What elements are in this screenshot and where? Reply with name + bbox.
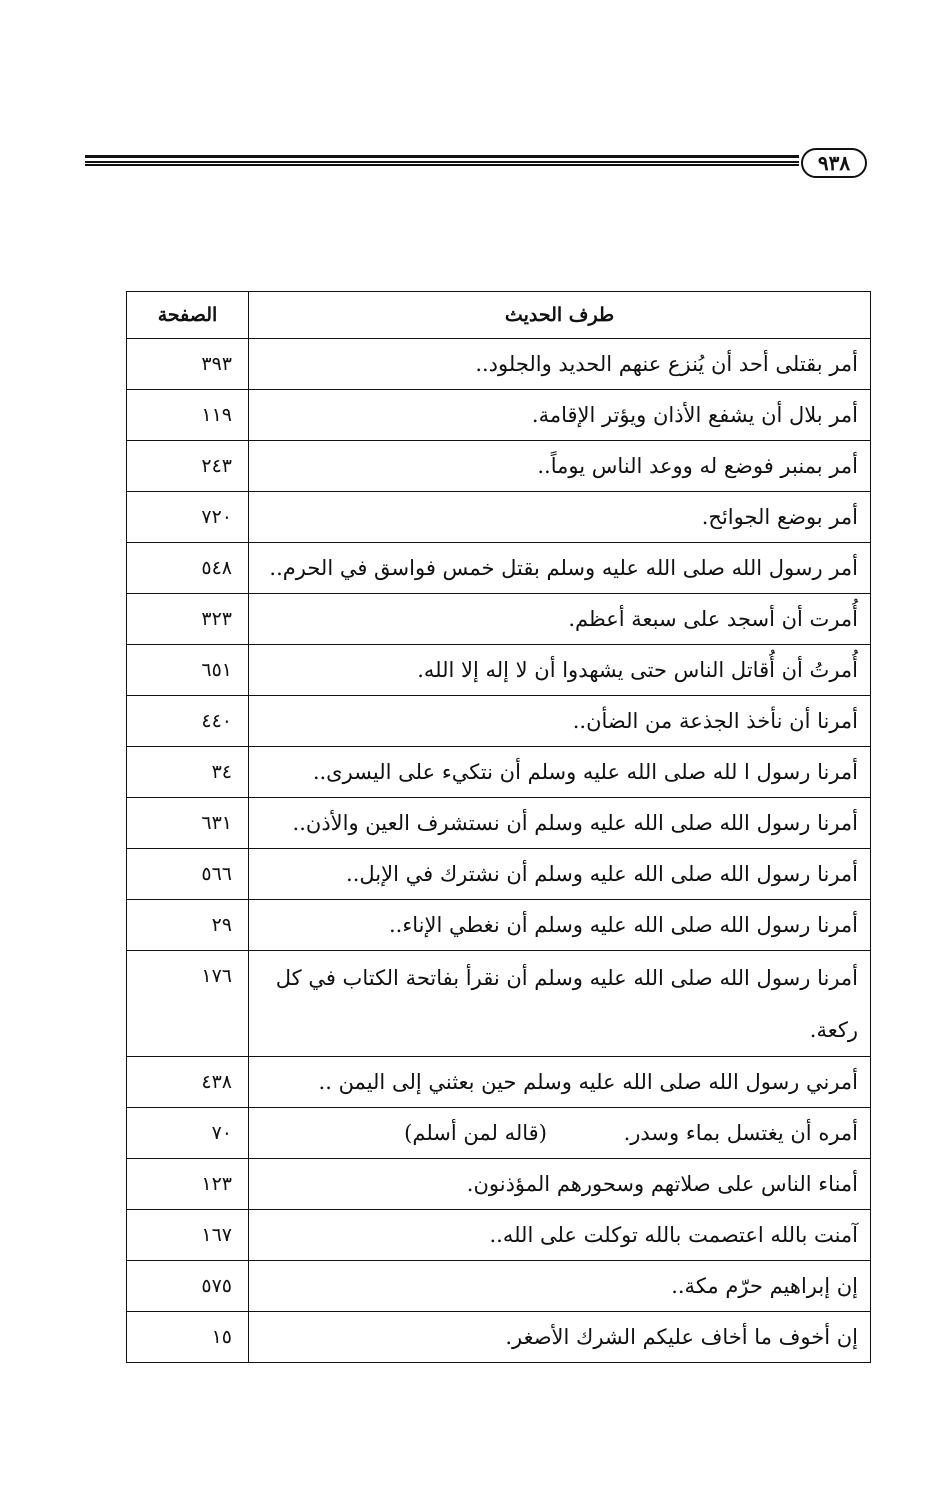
table-row <box>127 1108 871 1159</box>
page-ref: ١٦٧ <box>127 1210 249 1261</box>
header-rule-double <box>85 155 799 163</box>
page-ref: ٤٤٠ <box>127 696 249 747</box>
table-header-row <box>127 292 871 339</box>
table-row <box>127 594 871 645</box>
page-header <box>85 148 867 180</box>
table-row <box>127 339 871 390</box>
page-ref: ٢٤٣ <box>127 441 249 492</box>
table-row <box>127 696 871 747</box>
page-ref: ١٢٣ <box>127 1159 249 1210</box>
hadith-text: أُمرتُ أن أُقاتل الناس حتى يشهدوا أن لا إله إلا الله. <box>249 645 871 696</box>
hadith-text: أمر بوضع الجوائح. <box>249 492 871 543</box>
page-ref: ٤٣٨ <box>127 1057 249 1108</box>
header-rule-thin <box>85 164 799 166</box>
hadith-text: أمرنا رسول ا لله صلى الله عليه وسلم أن نتكيء على اليسرى.. <box>249 747 871 798</box>
table-row <box>127 1210 871 1261</box>
table-row <box>127 1312 871 1363</box>
page-number-badge: ٩٣٨ <box>801 148 867 178</box>
column-header-page: الصفحة <box>127 292 249 339</box>
hadith-text: إن إبراهيم حرّم مكة.. <box>249 1261 871 1312</box>
table-row <box>127 1057 871 1108</box>
hadith-text: أمر بقتلى أحد أن يُنزع عنهم الحديد والجلود.. <box>249 339 871 390</box>
page-ref: ٥٦٦ <box>127 849 249 900</box>
page-ref: ٥٧٥ <box>127 1261 249 1312</box>
table-row <box>127 798 871 849</box>
hadith-text: أمرنا أن نأخذ الجذعة من الضأن.. <box>249 696 871 747</box>
page-ref: ٣٩٣ <box>127 339 249 390</box>
table-row <box>127 441 871 492</box>
hadith-text: أمرنا رسول الله صلى الله عليه وسلم أن نقرأ بفاتحة الكتاب في كل ركعة. <box>249 951 871 1057</box>
page-ref: ٢٩ <box>127 900 249 951</box>
hadith-text: آمنت بالله اعتصمت بالله توكلت على الله.. <box>249 1210 871 1261</box>
hadith-text: أمناء الناس على صلاتهم وسحورهم المؤذنون. <box>249 1159 871 1210</box>
hadith-text-with-note <box>249 1108 871 1159</box>
hadith-text: أمرنا رسول الله صلى الله عليه وسلم أن نشترك في الإبل.. <box>249 849 871 900</box>
table-row <box>127 747 871 798</box>
table-row <box>127 492 871 543</box>
page-ref: ٧٢٠ <box>127 492 249 543</box>
hadith-text: أمر بمنبر فوضع له ووعد الناس يوماً.. <box>249 441 871 492</box>
hadith-index-table <box>126 291 871 1363</box>
page-ref: ٦٥١ <box>127 645 249 696</box>
page-ref: ١١٩ <box>127 390 249 441</box>
column-header-hadith: طرف الحديث <box>249 292 871 339</box>
hadith-text: أمره أن يغتسل بماء وسدر. <box>623 1121 858 1145</box>
table-row <box>127 900 871 951</box>
table-row <box>127 543 871 594</box>
hadith-text: أمرنا رسول الله صلى الله عليه وسلم أن نغطي الإناء.. <box>249 900 871 951</box>
table-row <box>127 1159 871 1210</box>
hadith-text: أمر رسول الله صلى الله عليه وسلم بقتل خمس فواسق في الحرم.. <box>249 543 871 594</box>
page-ref: ٣٤ <box>127 747 249 798</box>
table-row <box>127 390 871 441</box>
hadith-note: (قاله لمن أسلم) <box>404 1121 547 1145</box>
page-ref: ٧٠ <box>127 1108 249 1159</box>
page-ref: ٣٢٣ <box>127 594 249 645</box>
hadith-text: أمر بلال أن يشفع الأذان ويؤتر الإقامة. <box>249 390 871 441</box>
table-row <box>127 849 871 900</box>
hadith-text: إن أخوف ما أخاف عليكم الشرك الأصغر. <box>249 1312 871 1363</box>
page-ref: ١٥ <box>127 1312 249 1363</box>
page-ref: ١٧٦ <box>127 951 249 1057</box>
page-ref: ٥٤٨ <box>127 543 249 594</box>
table-row <box>127 645 871 696</box>
hadith-text: أمرني رسول الله صلى الله عليه وسلم حين بعثني إلى اليمن .. <box>249 1057 871 1108</box>
table-row <box>127 951 871 1057</box>
page-ref: ٦٣١ <box>127 798 249 849</box>
hadith-text: أُمرت أن أسجد على سبعة أعظم. <box>249 594 871 645</box>
table-row <box>127 1261 871 1312</box>
hadith-text: أمرنا رسول الله صلى الله عليه وسلم أن نستشرف العين والأذن.. <box>249 798 871 849</box>
